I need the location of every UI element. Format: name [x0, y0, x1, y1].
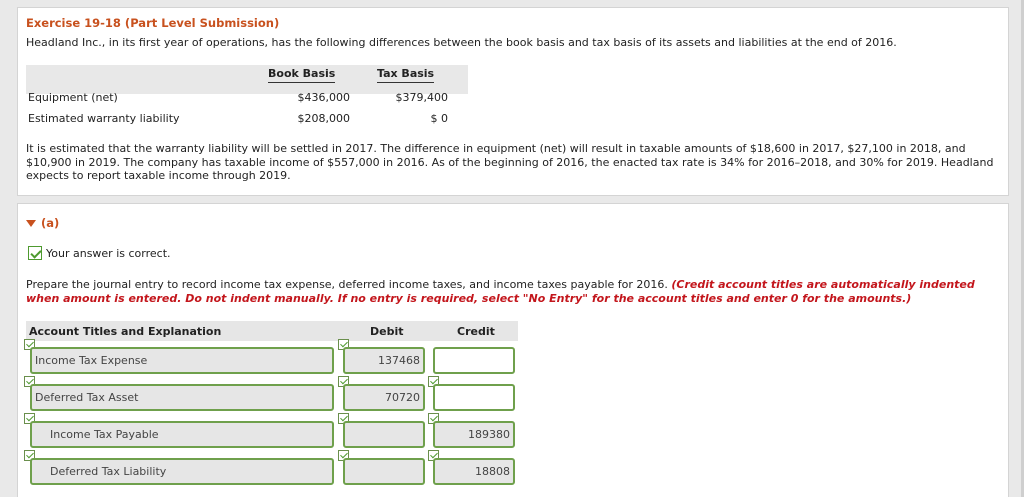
- credit-column-header: Credit: [457, 325, 495, 338]
- account-field-4[interactable]: Deferred Tax Liability: [30, 458, 334, 485]
- part-a-toggle[interactable]: [26, 216, 59, 230]
- part-a-panel: [17, 203, 1009, 497]
- account-column-header: Account Titles and Explanation: [29, 325, 222, 338]
- warranty-tax-value: $ 0: [430, 112, 448, 125]
- account-field-3[interactable]: Income Tax Payable: [30, 421, 334, 448]
- instruction: [26, 278, 1001, 305]
- caret-down-icon: [26, 220, 36, 227]
- warranty-book-value: $208,000: [297, 112, 350, 125]
- exercise-title: Exercise 19-18 (Part Level Submission): [26, 16, 280, 30]
- answer-status-text: Your answer is correct.: [46, 246, 171, 260]
- checkmark-icon: [28, 246, 42, 260]
- debit-field-4[interactable]: [343, 458, 425, 485]
- account-field-2[interactable]: Deferred Tax Asset: [30, 384, 334, 411]
- problem-panel: [17, 7, 1009, 196]
- equipment-tax-value: $379,400: [395, 91, 448, 104]
- credit-field-1[interactable]: [433, 347, 515, 374]
- instruction-text: Prepare the journal entry to record income tax expense, deferred income taxes, and income taxes payable for 2016.: [26, 278, 668, 291]
- equipment-book-value: $436,000: [297, 91, 350, 104]
- debit-field-1[interactable]: 137468: [343, 347, 425, 374]
- credit-field-2[interactable]: [433, 384, 515, 411]
- warranty-label: Estimated warranty liability: [28, 112, 180, 125]
- part-a-label: (a): [41, 216, 60, 230]
- problem-paragraph: It is estimated that the warranty liability will be settled in 2017. The difference in equipment (net) will result in taxable amounts of $18,600 in 2017, $27,100 in 2018, and $10,900 in 2019. The company has taxable income of $557,000 in 2016. As of the beginning of 2016, the enacted tax rate is 34% for 2016–2018, and 30% for 2019. Headland expects to report taxable income through 2019.: [26, 142, 994, 182]
- debit-field-2[interactable]: 70720: [343, 384, 425, 411]
- debit-column-header: Debit: [370, 325, 404, 338]
- answer-status: [28, 246, 171, 260]
- debit-field-3[interactable]: [343, 421, 425, 448]
- credit-field-3[interactable]: 189380: [433, 421, 515, 448]
- problem-intro: Headland Inc., in its first year of operations, has the following differences between the book basis and tax basis of its assets and liabilities at the end of 2016.: [26, 36, 897, 49]
- account-field-1[interactable]: Income Tax Expense: [30, 347, 334, 374]
- credit-field-4[interactable]: 18808: [433, 458, 515, 485]
- instruction-note: (Credit account titles are automatically indented when amount is entered. Do not indent manually. If no entry is required, select "No Entry" for the account titles and enter 0 for the amounts.): [26, 278, 975, 305]
- book-basis-header: Book Basis: [268, 67, 335, 83]
- tax-basis-header: Tax Basis: [377, 67, 434, 83]
- equipment-label: Equipment (net): [28, 91, 118, 104]
